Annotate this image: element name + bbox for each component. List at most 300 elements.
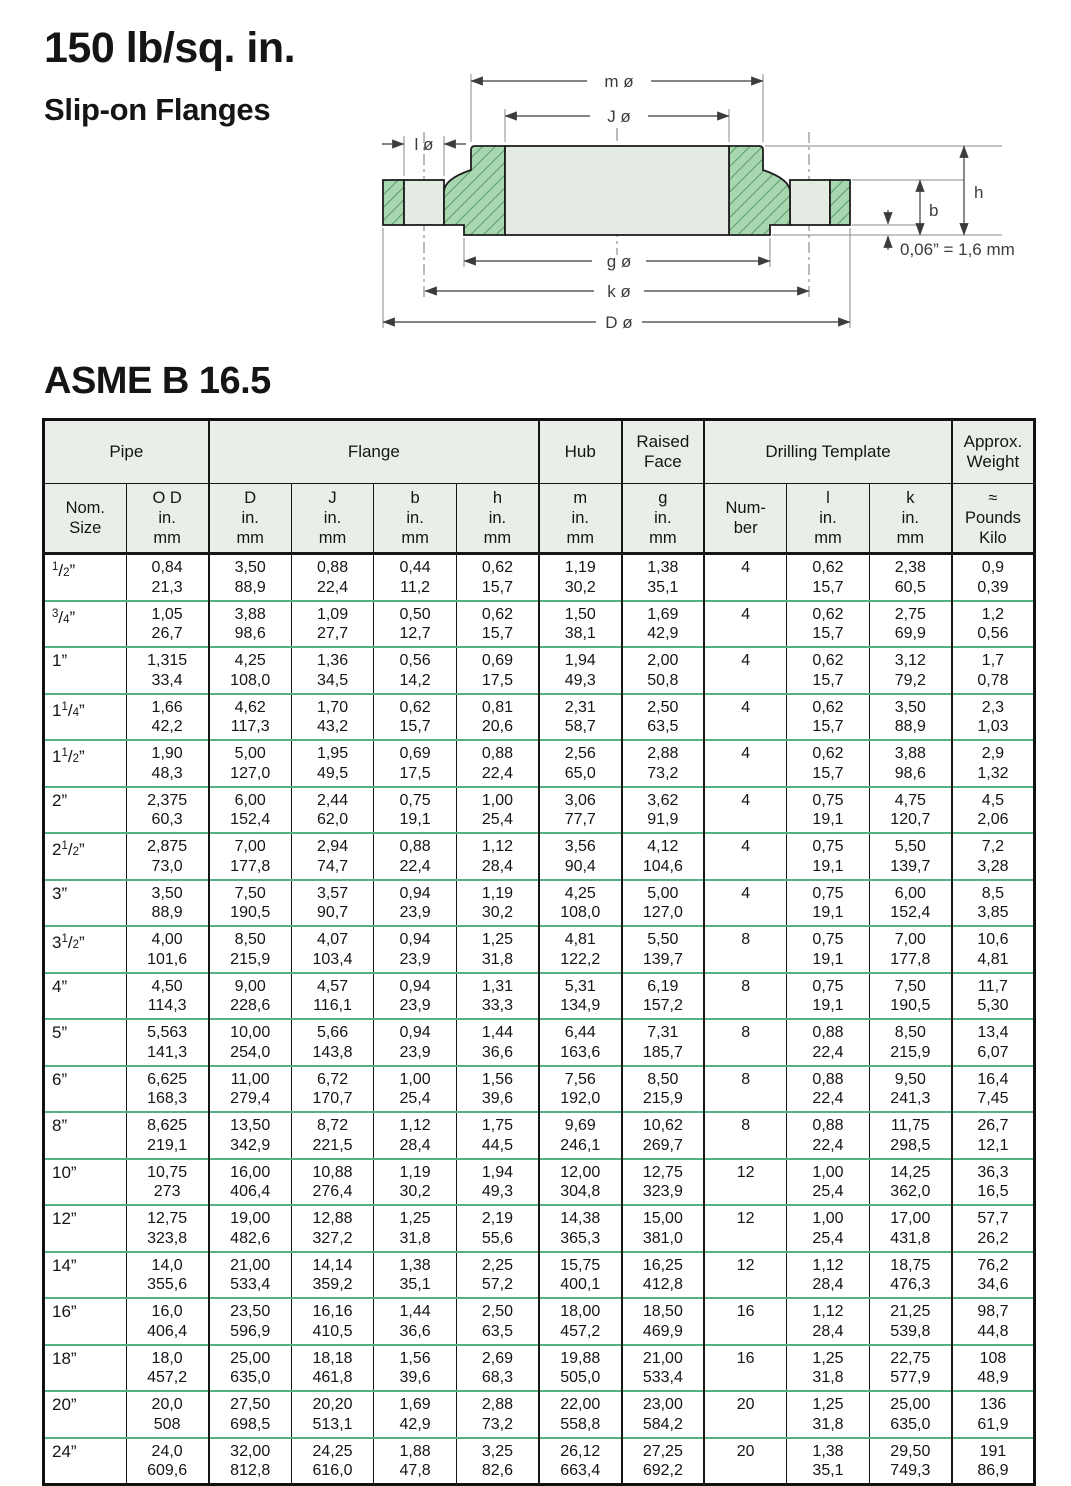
cell-D: 32,00 812,8 xyxy=(209,1438,292,1485)
cell-od: 12,75 323,8 xyxy=(126,1205,209,1252)
cell-h: 1,75 44,5 xyxy=(456,1112,539,1159)
cell-l: 1,38 35,1 xyxy=(787,1438,870,1485)
cell-b: 0,44 11,2 xyxy=(374,554,457,601)
col-header-J: J in. mm xyxy=(291,484,374,554)
cell-h: 2,69 68,3 xyxy=(456,1345,539,1392)
cell-od: 3,50 88,9 xyxy=(126,880,209,927)
cell-J: 1,36 34,5 xyxy=(291,647,374,694)
cell-weight: 11,7 5,30 xyxy=(952,973,1035,1020)
cell-weight: 98,7 44,8 xyxy=(952,1298,1035,1345)
cell-nom-size: 18” xyxy=(44,1345,127,1392)
cell-nom-size: 14” xyxy=(44,1252,127,1299)
raised-face-note: 0,06” = 1,6 mm xyxy=(900,240,1015,259)
cell-g: 15,00 381,0 xyxy=(622,1205,705,1252)
table-row xyxy=(44,1391,1035,1438)
cell-k: 29,50 749,3 xyxy=(869,1438,952,1485)
standard-heading: ASME B 16.5 xyxy=(44,360,271,402)
cell-k: 4,75 120,7 xyxy=(869,787,952,834)
cell-g: 2,50 63,5 xyxy=(622,694,705,741)
cell-b: 1,44 36,6 xyxy=(374,1298,457,1345)
cell-k: 14,25 362,0 xyxy=(869,1159,952,1206)
col-header-weight: ≈ Pounds Kilo xyxy=(952,484,1035,554)
cell-nom-size: 4” xyxy=(44,973,127,1020)
cell-b: 0,56 14,2 xyxy=(374,647,457,694)
cell-h: 1,00 25,4 xyxy=(456,787,539,834)
cell-b: 1,25 31,8 xyxy=(374,1205,457,1252)
dim-label-l: l ø xyxy=(414,135,434,154)
cell-k: 8,50 215,9 xyxy=(869,1019,952,1066)
bolt-hole-right xyxy=(790,180,830,225)
cell-k: 3,88 98,6 xyxy=(869,740,952,787)
cell-number: 4 xyxy=(704,694,787,741)
cell-h: 0,88 22,4 xyxy=(456,740,539,787)
cell-g: 7,31 185,7 xyxy=(622,1019,705,1066)
cell-D: 8,50 215,9 xyxy=(209,926,292,973)
cell-h: 1,31 33,3 xyxy=(456,973,539,1020)
cell-l: 0,62 15,7 xyxy=(787,647,870,694)
col-header-g: g in. mm xyxy=(622,484,705,554)
cell-od: 1,66 42,2 xyxy=(126,694,209,741)
table-row xyxy=(44,1298,1035,1345)
cell-m: 7,56 192,0 xyxy=(539,1066,622,1113)
cell-nom-size: 5” xyxy=(44,1019,127,1066)
cell-k: 7,50 190,5 xyxy=(869,973,952,1020)
cell-number: 20 xyxy=(704,1391,787,1438)
cell-h: 1,12 28,4 xyxy=(456,833,539,880)
cell-l: 1,12 28,4 xyxy=(787,1252,870,1299)
cell-g: 10,62 269,7 xyxy=(622,1112,705,1159)
cell-od: 18,0 457,2 xyxy=(126,1345,209,1392)
cell-J: 18,18 461,8 xyxy=(291,1345,374,1392)
cell-D: 4,62 117,3 xyxy=(209,694,292,741)
table-row xyxy=(44,1019,1035,1066)
cell-weight: 108 48,9 xyxy=(952,1345,1035,1392)
cell-J: 14,14 359,2 xyxy=(291,1252,374,1299)
cell-g: 2,00 50,8 xyxy=(622,647,705,694)
cell-m: 12,00 304,8 xyxy=(539,1159,622,1206)
cell-nom-size: 2” xyxy=(44,787,127,834)
cell-g: 23,00 584,2 xyxy=(622,1391,705,1438)
page-title: 150 lb/sq. in. xyxy=(44,24,296,72)
cell-g: 18,50 469,9 xyxy=(622,1298,705,1345)
hub-section-right xyxy=(729,146,790,235)
cell-number: 8 xyxy=(704,1066,787,1113)
cell-nom-size: 10” xyxy=(44,1159,127,1206)
cell-l: 1,12 28,4 xyxy=(787,1298,870,1345)
cell-g: 21,00 533,4 xyxy=(622,1345,705,1392)
cell-g: 27,25 692,2 xyxy=(622,1438,705,1485)
table-row xyxy=(44,740,1035,787)
cell-weight: 4,5 2,06 xyxy=(952,787,1035,834)
cell-number: 4 xyxy=(704,601,787,648)
cell-g: 2,88 73,2 xyxy=(622,740,705,787)
cell-g: 1,69 42,9 xyxy=(622,601,705,648)
cell-D: 21,00 533,4 xyxy=(209,1252,292,1299)
bolt-hole-left xyxy=(404,180,444,225)
table-row xyxy=(44,787,1035,834)
group-header-row xyxy=(44,420,1035,484)
table-row xyxy=(44,1205,1035,1252)
cell-nom-size: $^1$/2” xyxy=(44,554,127,601)
cell-nom-size: 8” xyxy=(44,1112,127,1159)
cell-number: 8 xyxy=(704,1112,787,1159)
cell-number: 12 xyxy=(704,1159,787,1206)
table-row xyxy=(44,1252,1035,1299)
cell-b: 1,12 28,4 xyxy=(374,1112,457,1159)
cell-D: 3,50 88,9 xyxy=(209,554,292,601)
cell-D: 5,00 127,0 xyxy=(209,740,292,787)
cell-nom-size: 1$^1$/4” xyxy=(44,694,127,741)
cell-h: 2,50 63,5 xyxy=(456,1298,539,1345)
cell-nom-size: 3$^1$/2” xyxy=(44,926,127,973)
cell-D: 7,50 190,5 xyxy=(209,880,292,927)
cell-b: 0,94 23,9 xyxy=(374,926,457,973)
cell-k: 2,75 69,9 xyxy=(869,601,952,648)
cell-number: 20 xyxy=(704,1438,787,1485)
ring-section-right xyxy=(830,180,850,225)
cell-od: 2,375 60,3 xyxy=(126,787,209,834)
cell-D: 19,00 482,6 xyxy=(209,1205,292,1252)
cell-D: 10,00 254,0 xyxy=(209,1019,292,1066)
dim-label-b: b xyxy=(929,201,939,220)
bore xyxy=(505,146,729,235)
cell-m: 1,94 49,3 xyxy=(539,647,622,694)
cell-b: 0,69 17,5 xyxy=(374,740,457,787)
cell-J: 12,88 327,2 xyxy=(291,1205,374,1252)
cell-l: 1,25 31,8 xyxy=(787,1391,870,1438)
cell-k: 6,00 152,4 xyxy=(869,880,952,927)
table-row xyxy=(44,1112,1035,1159)
cell-od: 6,625 168,3 xyxy=(126,1066,209,1113)
sub-header-row xyxy=(44,484,1035,554)
cell-J: 1,95 49,5 xyxy=(291,740,374,787)
cell-J: 24,25 616,0 xyxy=(291,1438,374,1485)
cell-l: 0,88 22,4 xyxy=(787,1112,870,1159)
cell-J: 5,66 143,8 xyxy=(291,1019,374,1066)
cell-number: 12 xyxy=(704,1205,787,1252)
group-drilling-label: Drilling Template xyxy=(765,442,891,461)
page-subtitle: Slip-on Flanges xyxy=(44,92,271,127)
cell-number: 16 xyxy=(704,1298,787,1345)
cell-J: 10,88 276,4 xyxy=(291,1159,374,1206)
cell-l: 0,75 19,1 xyxy=(787,926,870,973)
col-header-l: l in. mm xyxy=(787,484,870,554)
cell-D: 27,50 698,5 xyxy=(209,1391,292,1438)
cell-weight: 26,7 12,1 xyxy=(952,1112,1035,1159)
cell-g: 12,75 323,9 xyxy=(622,1159,705,1206)
cell-od: 4,50 114,3 xyxy=(126,973,209,1020)
cell-J: 1,70 43,2 xyxy=(291,694,374,741)
dim-label-g: g ø xyxy=(606,252,632,271)
col-header-number: Num- ber xyxy=(704,484,787,554)
cell-number: 16 xyxy=(704,1345,787,1392)
cell-h: 1,94 49,3 xyxy=(456,1159,539,1206)
cell-number: 4 xyxy=(704,740,787,787)
table-row xyxy=(44,554,1035,601)
cell-h: 1,25 31,8 xyxy=(456,926,539,973)
cell-l: 0,62 15,7 xyxy=(787,740,870,787)
dim-label-m: m ø xyxy=(604,72,634,91)
cell-b: 0,94 23,9 xyxy=(374,1019,457,1066)
cell-weight: 13,4 6,07 xyxy=(952,1019,1035,1066)
cell-h: 3,25 82,6 xyxy=(456,1438,539,1485)
cell-g: 16,25 412,8 xyxy=(622,1252,705,1299)
cell-number: 8 xyxy=(704,973,787,1020)
col-header-nom-size: Nom. Size xyxy=(44,484,127,554)
cell-J: 16,16 410,5 xyxy=(291,1298,374,1345)
cell-od: 1,315 33,4 xyxy=(126,647,209,694)
hub-section-left xyxy=(444,146,505,235)
cell-od: 4,00 101,6 xyxy=(126,926,209,973)
col-header-h: h in. mm xyxy=(456,484,539,554)
cell-weight: 191 86,9 xyxy=(952,1438,1035,1485)
cell-h: 0,69 17,5 xyxy=(456,647,539,694)
cell-D: 25,00 635,0 xyxy=(209,1345,292,1392)
cell-number: 4 xyxy=(704,647,787,694)
cell-m: 19,88 505,0 xyxy=(539,1345,622,1392)
cell-od: 2,875 73,0 xyxy=(126,833,209,880)
cell-m: 3,56 90,4 xyxy=(539,833,622,880)
cell-od: 0,84 21,3 xyxy=(126,554,209,601)
cell-nom-size: 2$^1$/2” xyxy=(44,833,127,880)
cell-D: 4,25 108,0 xyxy=(209,647,292,694)
cell-od: 14,0 355,6 xyxy=(126,1252,209,1299)
cell-nom-size: 16” xyxy=(44,1298,127,1345)
dim-label-h: h xyxy=(974,183,984,202)
cell-b: 0,50 12,7 xyxy=(374,601,457,648)
cell-h: 0,62 15,7 xyxy=(456,601,539,648)
cell-number: 4 xyxy=(704,554,787,601)
cell-J: 1,09 27,7 xyxy=(291,601,374,648)
table-row xyxy=(44,880,1035,927)
cell-nom-size: 12” xyxy=(44,1205,127,1252)
cell-h: 2,88 73,2 xyxy=(456,1391,539,1438)
cell-weight: 1,7 0,78 xyxy=(952,647,1035,694)
cell-nom-size: $^3$/4” xyxy=(44,601,127,648)
cell-h: 1,44 36,6 xyxy=(456,1019,539,1066)
cell-weight: 10,6 4,81 xyxy=(952,926,1035,973)
cell-number: 8 xyxy=(704,926,787,973)
col-header-od: O D in. mm xyxy=(126,484,209,554)
cell-m: 4,81 122,2 xyxy=(539,926,622,973)
cell-D: 16,00 406,4 xyxy=(209,1159,292,1206)
cell-m: 2,56 65,0 xyxy=(539,740,622,787)
cell-b: 1,69 42,9 xyxy=(374,1391,457,1438)
group-flange xyxy=(209,420,539,484)
cell-l: 1,00 25,4 xyxy=(787,1159,870,1206)
cell-k: 2,38 60,5 xyxy=(869,554,952,601)
cell-b: 0,94 23,9 xyxy=(374,973,457,1020)
cell-od: 1,90 48,3 xyxy=(126,740,209,787)
table-row xyxy=(44,1066,1035,1113)
cell-number: 8 xyxy=(704,1019,787,1066)
cell-J: 4,57 116,1 xyxy=(291,973,374,1020)
cell-D: 23,50 596,9 xyxy=(209,1298,292,1345)
cell-l: 0,62 15,7 xyxy=(787,694,870,741)
cell-D: 6,00 152,4 xyxy=(209,787,292,834)
cell-m: 1,50 38,1 xyxy=(539,601,622,648)
cell-m: 22,00 558,8 xyxy=(539,1391,622,1438)
cell-od: 24,0 609,6 xyxy=(126,1438,209,1485)
cell-D: 3,88 98,6 xyxy=(209,601,292,648)
cell-m: 3,06 77,7 xyxy=(539,787,622,834)
table-row xyxy=(44,1345,1035,1392)
cell-h: 2,19 55,6 xyxy=(456,1205,539,1252)
table-row xyxy=(44,833,1035,880)
table-row xyxy=(44,694,1035,741)
cell-k: 9,50 241,3 xyxy=(869,1066,952,1113)
ring-section-left xyxy=(383,180,404,225)
cell-b: 1,19 30,2 xyxy=(374,1159,457,1206)
cell-weight: 57,7 26,2 xyxy=(952,1205,1035,1252)
flange-dimensions-table xyxy=(42,418,1036,1486)
cell-od: 16,0 406,4 xyxy=(126,1298,209,1345)
cell-b: 1,56 39,6 xyxy=(374,1345,457,1392)
cell-weight: 36,3 16,5 xyxy=(952,1159,1035,1206)
cell-h: 2,25 57,2 xyxy=(456,1252,539,1299)
group-pipe-label: Pipe xyxy=(109,442,144,461)
cell-l: 0,62 15,7 xyxy=(787,601,870,648)
cell-nom-size: 3” xyxy=(44,880,127,927)
cell-l: 0,75 19,1 xyxy=(787,787,870,834)
cell-g: 3,62 91,9 xyxy=(622,787,705,834)
cell-weight: 16,4 7,45 xyxy=(952,1066,1035,1113)
cell-m: 2,31 58,7 xyxy=(539,694,622,741)
cell-m: 14,38 365,3 xyxy=(539,1205,622,1252)
cell-m: 26,12 663,4 xyxy=(539,1438,622,1485)
cell-weight: 1,2 0,56 xyxy=(952,601,1035,648)
cell-J: 4,07 103,4 xyxy=(291,926,374,973)
cell-g: 5,00 127,0 xyxy=(622,880,705,927)
cell-b: 1,00 25,4 xyxy=(374,1066,457,1113)
cell-l: 0,75 19,1 xyxy=(787,973,870,1020)
cell-l: 0,88 22,4 xyxy=(787,1066,870,1113)
cell-k: 5,50 139,7 xyxy=(869,833,952,880)
cell-b: 0,88 22,4 xyxy=(374,833,457,880)
group-hub xyxy=(539,420,622,484)
cell-weight: 136 61,9 xyxy=(952,1391,1035,1438)
cell-number: 4 xyxy=(704,833,787,880)
table-row xyxy=(44,647,1035,694)
col-header-b: b in. mm xyxy=(374,484,457,554)
cell-b: 1,38 35,1 xyxy=(374,1252,457,1299)
col-header-m: m in. mm xyxy=(539,484,622,554)
cell-g: 5,50 139,7 xyxy=(622,926,705,973)
cell-k: 7,00 177,8 xyxy=(869,926,952,973)
cell-k: 3,50 88,9 xyxy=(869,694,952,741)
cell-l: 0,62 15,7 xyxy=(787,554,870,601)
cell-od: 5,563 141,3 xyxy=(126,1019,209,1066)
cell-J: 3,57 90,7 xyxy=(291,880,374,927)
cell-nom-size: 20” xyxy=(44,1391,127,1438)
cell-m: 1,19 30,2 xyxy=(539,554,622,601)
flange-solids xyxy=(383,146,850,235)
flange-cross-section-diagram xyxy=(372,40,1067,350)
group-hub-label: Hub xyxy=(564,442,596,461)
cell-number: 4 xyxy=(704,787,787,834)
cell-od: 10,75 273 xyxy=(126,1159,209,1206)
table-row xyxy=(44,1438,1035,1485)
cell-h: 1,56 39,6 xyxy=(456,1066,539,1113)
cell-m: 15,75 400,1 xyxy=(539,1252,622,1299)
group-flange-label: Flange xyxy=(347,442,400,461)
cell-m: 6,44 163,6 xyxy=(539,1019,622,1066)
cell-weight: 2,9 1,32 xyxy=(952,740,1035,787)
cell-m: 4,25 108,0 xyxy=(539,880,622,927)
cell-k: 18,75 476,3 xyxy=(869,1252,952,1299)
cell-l: 0,75 19,1 xyxy=(787,833,870,880)
cell-nom-size: 1” xyxy=(44,647,127,694)
cell-weight: 2,3 1,03 xyxy=(952,694,1035,741)
group-pipe xyxy=(44,420,209,484)
cell-nom-size: 24” xyxy=(44,1438,127,1485)
cell-k: 3,12 79,2 xyxy=(869,647,952,694)
cell-J: 20,20 513,1 xyxy=(291,1391,374,1438)
cell-b: 1,88 47,8 xyxy=(374,1438,457,1485)
cell-J: 0,88 22,4 xyxy=(291,554,374,601)
cell-D: 13,50 342,9 xyxy=(209,1112,292,1159)
cell-D: 11,00 279,4 xyxy=(209,1066,292,1113)
cell-g: 8,50 215,9 xyxy=(622,1066,705,1113)
cell-k: 22,75 577,9 xyxy=(869,1345,952,1392)
cell-g: 6,19 157,2 xyxy=(622,973,705,1020)
cell-od: 8,625 219,1 xyxy=(126,1112,209,1159)
cell-h: 1,19 30,2 xyxy=(456,880,539,927)
cell-g: 1,38 35,1 xyxy=(622,554,705,601)
table-row xyxy=(44,601,1035,648)
cell-l: 0,75 19,1 xyxy=(787,880,870,927)
cell-l: 0,88 22,4 xyxy=(787,1019,870,1066)
dim-label-k: k ø xyxy=(607,282,631,301)
dim-label-J: J ø xyxy=(607,107,631,126)
group-approx-weight: Approx. Weight xyxy=(952,420,1035,484)
cell-l: 1,00 25,4 xyxy=(787,1205,870,1252)
cell-h: 0,81 20,6 xyxy=(456,694,539,741)
cell-number: 12 xyxy=(704,1252,787,1299)
cell-l: 1,25 31,8 xyxy=(787,1345,870,1392)
cell-k: 11,75 298,5 xyxy=(869,1112,952,1159)
group-drilling-template xyxy=(704,420,952,484)
cell-m: 5,31 134,9 xyxy=(539,973,622,1020)
cell-weight: 7,2 3,28 xyxy=(952,833,1035,880)
col-header-D: D in. mm xyxy=(209,484,292,554)
cell-nom-size: 1$^1$/2” xyxy=(44,740,127,787)
col-header-k: k in. mm xyxy=(869,484,952,554)
cell-k: 17,00 431,8 xyxy=(869,1205,952,1252)
dim-label-D: D ø xyxy=(605,313,633,332)
cell-J: 6,72 170,7 xyxy=(291,1066,374,1113)
table-row xyxy=(44,973,1035,1020)
cell-D: 9,00 228,6 xyxy=(209,973,292,1020)
cell-h: 0,62 15,7 xyxy=(456,554,539,601)
group-raised-face: Raised Face xyxy=(622,420,705,484)
table-row xyxy=(44,1159,1035,1206)
cell-weight: 0,9 0,39 xyxy=(952,554,1035,601)
cell-m: 18,00 457,2 xyxy=(539,1298,622,1345)
cell-nom-size: 6” xyxy=(44,1066,127,1113)
cell-weight: 8,5 3,85 xyxy=(952,880,1035,927)
cell-k: 21,25 539,8 xyxy=(869,1298,952,1345)
cell-weight: 76,2 34,6 xyxy=(952,1252,1035,1299)
cell-D: 7,00 177,8 xyxy=(209,833,292,880)
cell-b: 0,94 23,9 xyxy=(374,880,457,927)
cell-J: 2,94 74,7 xyxy=(291,833,374,880)
table-row xyxy=(44,926,1035,973)
cell-J: 2,44 62,0 xyxy=(291,787,374,834)
cell-m: 9,69 246,1 xyxy=(539,1112,622,1159)
cell-od: 20,0 508 xyxy=(126,1391,209,1438)
cell-J: 8,72 221,5 xyxy=(291,1112,374,1159)
